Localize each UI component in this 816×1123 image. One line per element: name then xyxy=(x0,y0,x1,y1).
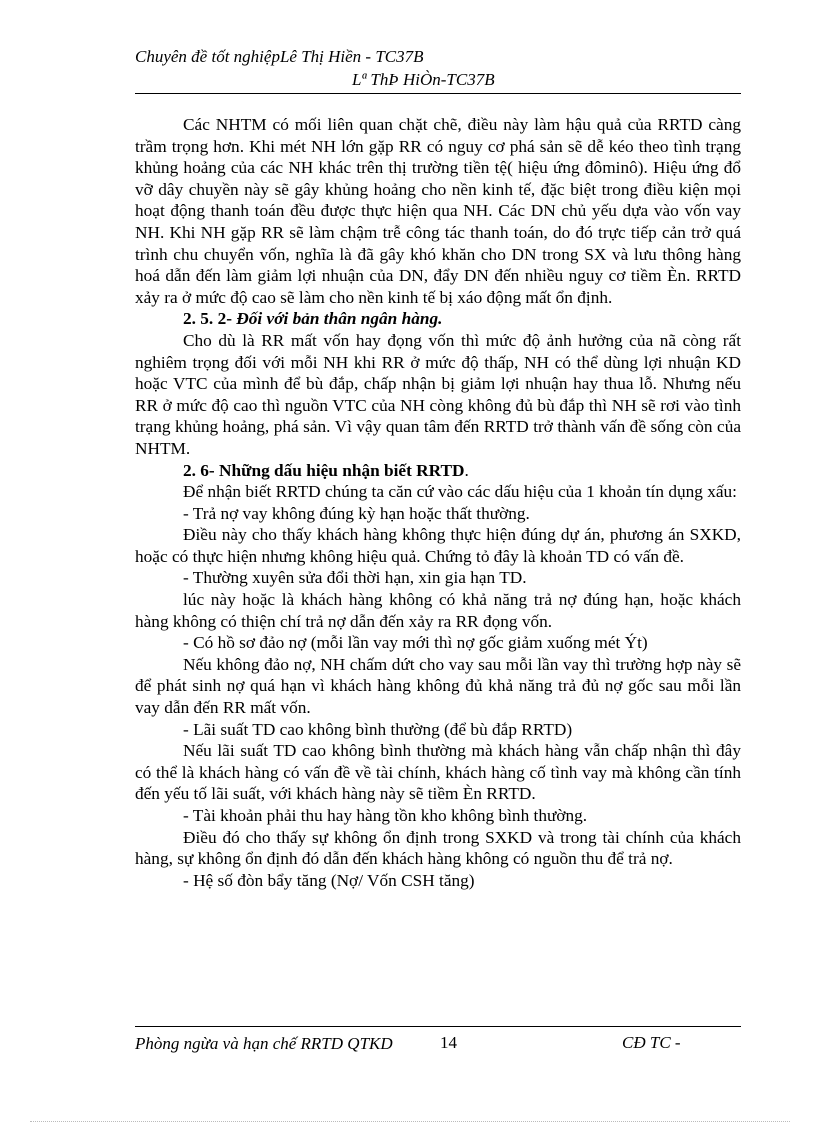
page-bottom-border xyxy=(30,1121,790,1122)
paragraph: Điều này cho thấy khách hàng không thực hiện đúng dự án, phương án SXKD, hoặc có thực hiện nhưng không hiệu quả. Chứng tỏ đây là khoản TD có vấn đề. xyxy=(135,525,741,566)
section-title: Những dấu hiệu nhận biết RRTD xyxy=(219,460,465,480)
footer-left: Phòng ngừa và hạn chế RRTD QTKD xyxy=(135,1034,393,1053)
paragraph: lúc này hoặc là khách hàng không có khả năng trả nợ đúng hạn, hoặc khách hàng không có thiện chí trả nợ dẫn đến xảy ra RR đọng vốn. xyxy=(135,590,741,631)
list-item: - Tài khoản phải thu hay hàng tồn kho không bình thường. xyxy=(183,806,588,825)
header-rule xyxy=(135,93,741,94)
section-number: 2. 6- xyxy=(183,460,219,480)
list-item: - Hệ số đòn bẩy tăng (Nợ/ Vốn CSH tăng) xyxy=(183,870,475,890)
section-heading xyxy=(135,308,741,330)
paragraph: Cho dù là RR mất vốn hay đọng vốn thì mức độ ảnh hưởng của nã còng rất nghiêm trọng đối với mỗi NH khi RR ở mức độ thấp, NH có thể dùng lợi nhuận KD hoặc VTC của mình để bù đắp, chấp nhận bị giảm lợi nhuận hay thua lỗ. Nhưng nếu RR ở mức độ cao thì nguồn VTC của NH còng không đủ bù đắp thì NH sẽ rơi vào tình trạng khủng hoảng, phá sản. Vì vậy quan tâm đến RRTD trở thành vấn đề sống còn của NHTM. xyxy=(135,330,741,458)
paragraph: Điều đó cho thấy sự không ổn định trong SXKD và trong tài chính của khách hàng, sự không ổn định đó dẫn đến khách hàng không có nguồn thu để trả nợ. xyxy=(135,827,741,869)
header-title: Chuyên đề tốt nghiệpLê Thị Hiền - TC37B xyxy=(135,47,424,66)
paragraph: Để nhận biết RRTD chúng ta căn cứ vào các dấu hiệu của 1 khoản tín dụng xấu: xyxy=(183,482,737,502)
paragraph: Nếu không đảo nợ, NH chấm dứt cho vay sau mỗi lần vay thì trường hợp này sẽ để phát sinh nợ quá hạn vì khách hàng không đủ khả năng trả đủ nợ gốc sau mỗi lần vay dẫn đến RR mất vốn. xyxy=(135,654,741,718)
section-heading xyxy=(135,460,741,482)
header-author: Lª ThÞ HiÒn-TC37B xyxy=(352,70,495,89)
section-title-period: . xyxy=(464,460,469,480)
section-title: Đối với bản thân ngân hàng. xyxy=(236,309,443,329)
list-item: - Lãi suất TD cao không bình thường (để bù đắp RRTD) xyxy=(183,719,573,739)
page-number: 14 xyxy=(440,1033,457,1052)
list-item: - Có hồ sơ đảo nợ (mỗi lần vay mới thì nợ gốc giảm xuống mét Ýt) xyxy=(183,633,648,653)
page-body xyxy=(135,114,741,891)
list-item: - Thường xuyên sửa đổi thời hạn, xin gia hạn TD. xyxy=(183,568,527,588)
section-number: 2. 5. 2- xyxy=(183,309,237,329)
paragraph: Các NHTM có mối liên quan chặt chẽ, điều này làm hậu quả của RRTD càng trầm trọng hơn. Khi mét NH lớn gặp RR có nguy cơ phá sản sẽ dễ kéo theo tình trạng khủng hoảng của các NH khác trên thị trường tiền tệ( hiệu ứng đôminô). Hiệu ứng đổ vỡ dây chuyền này sẽ gây khủng hoảng cho nền kinh tế, đặc biệt trong điều kiện mọi hoạt động thanh toán đều được thực hiện qua NH. Các DN chủ yếu dựa vào vốn vay NH. Khi NH gặp RR sẽ làm chậm trễ công tác thanh toán, do đó trực tiếp cản trở quá trình chu chuyển vốn, nghĩa là đã gây khó khăn cho DN trong SX và lưu thông hàng hoá dẫn đến làm giảm lợi nhuận của DN, đẩy DN đến nhiều nguy cơ tiềm Èn. RRTD xảy ra ở mức độ cao sẽ làm cho nền kinh tế bị xáo động mất ổn định. xyxy=(135,115,741,307)
paragraph: Nếu lãi suất TD cao không bình thường mà khách hàng vẫn chấp nhận thì đây có thể là khách hàng có vấn đề về tài chính, khách hàng cố tình vay mà không cần tính đến yếu tố lãi suất, với khách hàng này sẽ tiềm Èn RRTD. xyxy=(135,741,741,804)
footer-rule xyxy=(135,1026,741,1027)
footer-right: CĐ TC - xyxy=(622,1033,681,1052)
list-item: - Trả nợ vay không đúng kỳ hạn hoặc thất thường. xyxy=(183,503,530,523)
